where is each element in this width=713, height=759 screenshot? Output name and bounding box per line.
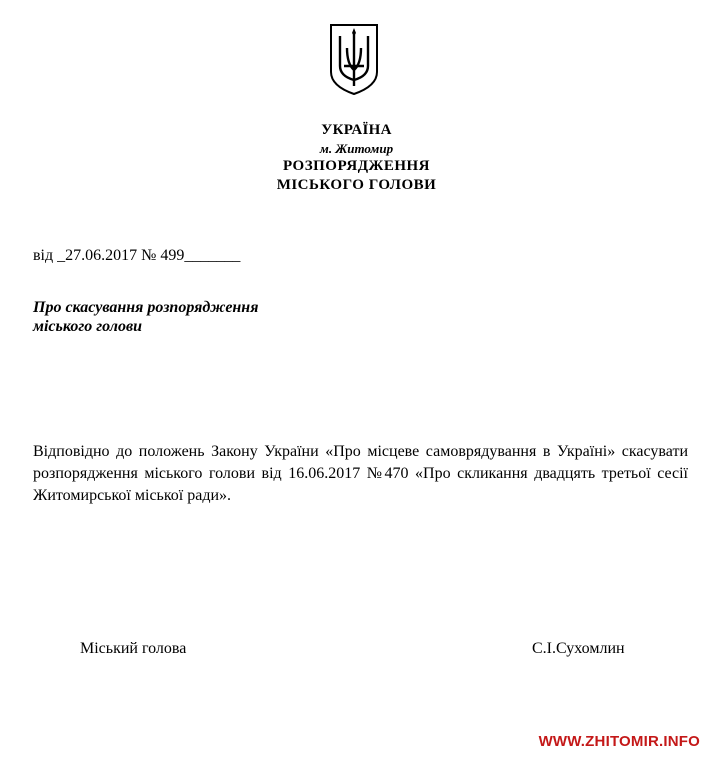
document-subject <box>33 298 258 336</box>
site-watermark: WWW.ZHITOMIR.INFO <box>538 733 700 750</box>
trident-coat-of-arms-icon <box>329 22 379 96</box>
body-paragraph: Відповідно до положень Закону України «Про місцеве самоврядування в Україні» скасувати розпорядження міського голови від 16.06.2017 №470 «Про скликання двадцять третьої сесії Житомирської міської ради». <box>33 443 688 504</box>
document-type: РОЗПОРЯДЖЕННЯ <box>282 158 431 174</box>
signatory-position: Міський голова <box>80 640 187 657</box>
signatory-name: С.І.Сухомлин <box>532 640 625 657</box>
city-name: м. Житомир <box>319 141 394 156</box>
document-header <box>0 121 713 195</box>
country-title: УКРАЇНА <box>321 122 392 138</box>
issuer-title: МІСЬКОГО ГОЛОВИ <box>276 177 437 193</box>
subject-line-2: міського голови <box>33 318 142 335</box>
subject-line-1: Про скасування розпорядження <box>33 299 259 316</box>
date-number-line: від _27.06.2017 № 499_______ <box>33 247 241 264</box>
